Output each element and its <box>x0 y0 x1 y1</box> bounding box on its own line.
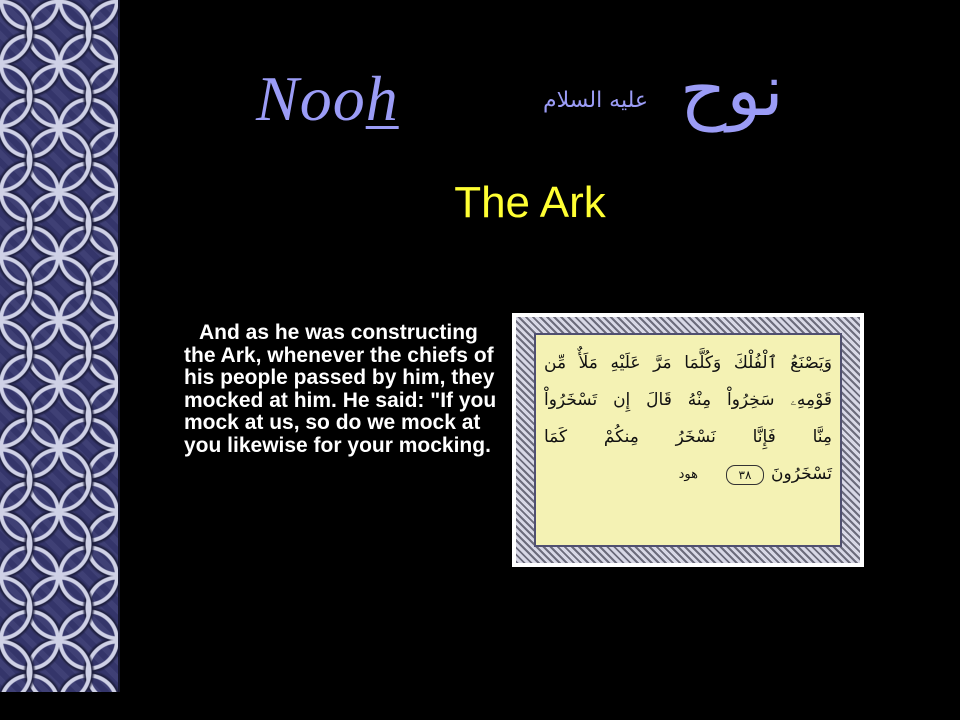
quran-verse-image <box>512 313 864 567</box>
ornamental-border <box>516 317 860 563</box>
verse-line-1: وَيَصْنَعُ ٱلْفُلْكَ وَكُلَّمَا مَرَّ عَلَيْهِ مَلَأٌ مِّن <box>544 353 832 373</box>
verse-last-word: تَسْخَرُونَ <box>771 464 832 484</box>
body-text: And as he was constructing the Ark, whenever the chiefs of his people passed by him, they mocked at him. He said: "If you mock at us, so do we mock at you likewise for your mocking. <box>184 321 497 457</box>
ayah-number-badge: ٣٨ <box>726 465 764 485</box>
title-english: Nooh <box>256 63 399 134</box>
verse-line-3: مِنَّا فَإِنَّا نَسْخَرُ مِنكُمْ كَمَا <box>544 427 832 447</box>
verse-line-4 <box>544 456 832 493</box>
verse-panel <box>534 333 842 547</box>
slide-title <box>240 48 830 144</box>
title-arabic: نوح <box>680 48 784 132</box>
title-honorific: عليه السلام <box>543 88 649 113</box>
verse-line-2: قَوْمِهِۦ سَخِرُواْ مِنْهُ قَالَ إِن تَسْخَرُواْ <box>544 390 832 410</box>
surah-name: هود <box>678 467 698 482</box>
decorative-sidebar-pattern <box>0 0 120 692</box>
slide-subtitle: The Ark <box>454 178 606 227</box>
